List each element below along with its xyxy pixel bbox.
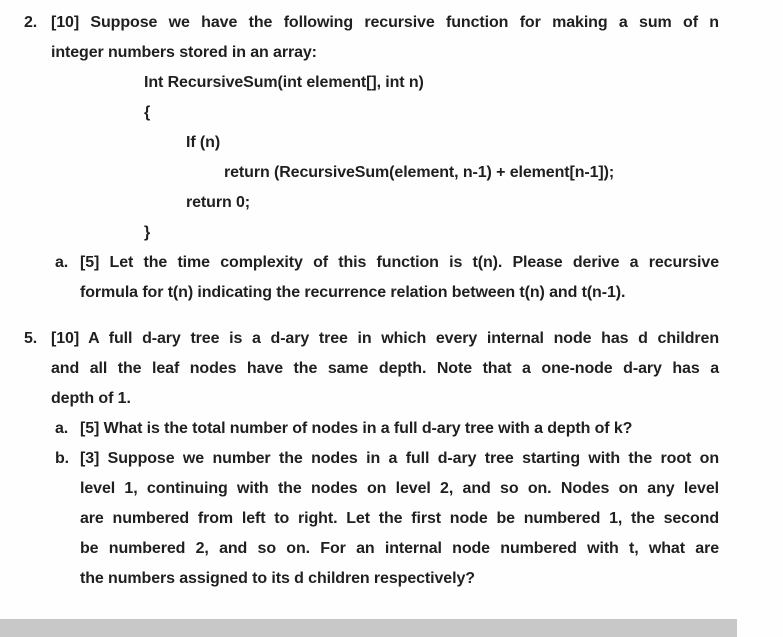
code-line-if-condition: If (n) xyxy=(186,134,221,151)
question-5-text-line-2: and all the leaf nodes have the same depth. Note that a one-node d-ary has a xyxy=(51,360,719,377)
question-5-number: 5. xyxy=(24,330,38,347)
code-line-function-signature: Int RecursiveSum(int element[], int n) xyxy=(144,74,424,91)
code-line-close-brace: } xyxy=(144,224,151,241)
code-line-recursive-return: return (RecursiveSum(element, n-1) + element[n-1]); xyxy=(224,164,615,181)
question-5b-line-1: [3] Suppose we number the nodes in a full d-ary tree starting with the root on xyxy=(80,450,719,467)
question-2-text-line-1: [10] Suppose we have the following recursive function for making a sum of n xyxy=(51,14,719,31)
question-5a-line-1: [5] What is the total number of nodes in a full d-ary tree with a depth of k? xyxy=(80,420,633,437)
question-5a-label: a. xyxy=(55,420,69,437)
question-2a-line-1: [5] Let the time complexity of this function is t(n). Please derive a recursive xyxy=(80,254,719,271)
document-content xyxy=(24,8,736,594)
question-5b-line-5: the numbers assigned to its d children respectively? xyxy=(80,570,475,587)
question-2 xyxy=(24,8,736,308)
question-2a xyxy=(51,248,719,308)
question-5 xyxy=(24,324,736,594)
question-5b-body xyxy=(80,444,719,594)
code-line-open-brace: { xyxy=(144,104,151,121)
question-5a xyxy=(51,414,719,444)
question-2-body xyxy=(51,8,719,308)
question-2-number: 2. xyxy=(24,14,38,31)
question-5-text-line-1: [10] A full d-ary tree is a d-ary tree in which every internal node has d children xyxy=(51,330,719,347)
question-5b xyxy=(51,444,719,594)
question-5b-line-4: be numbered 2, and so on. For an internal node numbered with t, what are xyxy=(80,540,719,557)
question-5-body xyxy=(51,324,719,594)
question-2a-line-2: formula for t(n) indicating the recurrence relation between t(n) and t(n-1). xyxy=(80,284,626,301)
code-block xyxy=(51,68,719,248)
question-5a-body xyxy=(80,414,719,444)
question-5b-line-3: are numbered from left to right. Let the first node be numbered 1, the second xyxy=(80,510,719,527)
scan-edge-bar xyxy=(0,619,737,637)
code-line-return-zero: return 0; xyxy=(186,194,250,211)
question-5b-line-2: level 1, continuing with the nodes on level 2, and so on. Nodes on any level xyxy=(80,480,719,497)
question-2-text-line-2: integer numbers stored in an array: xyxy=(51,44,317,61)
question-5-text-line-3: depth of 1. xyxy=(51,390,131,407)
question-2a-body xyxy=(80,248,719,308)
question-5b-label: b. xyxy=(55,450,70,467)
question-2a-label: a. xyxy=(55,254,69,271)
